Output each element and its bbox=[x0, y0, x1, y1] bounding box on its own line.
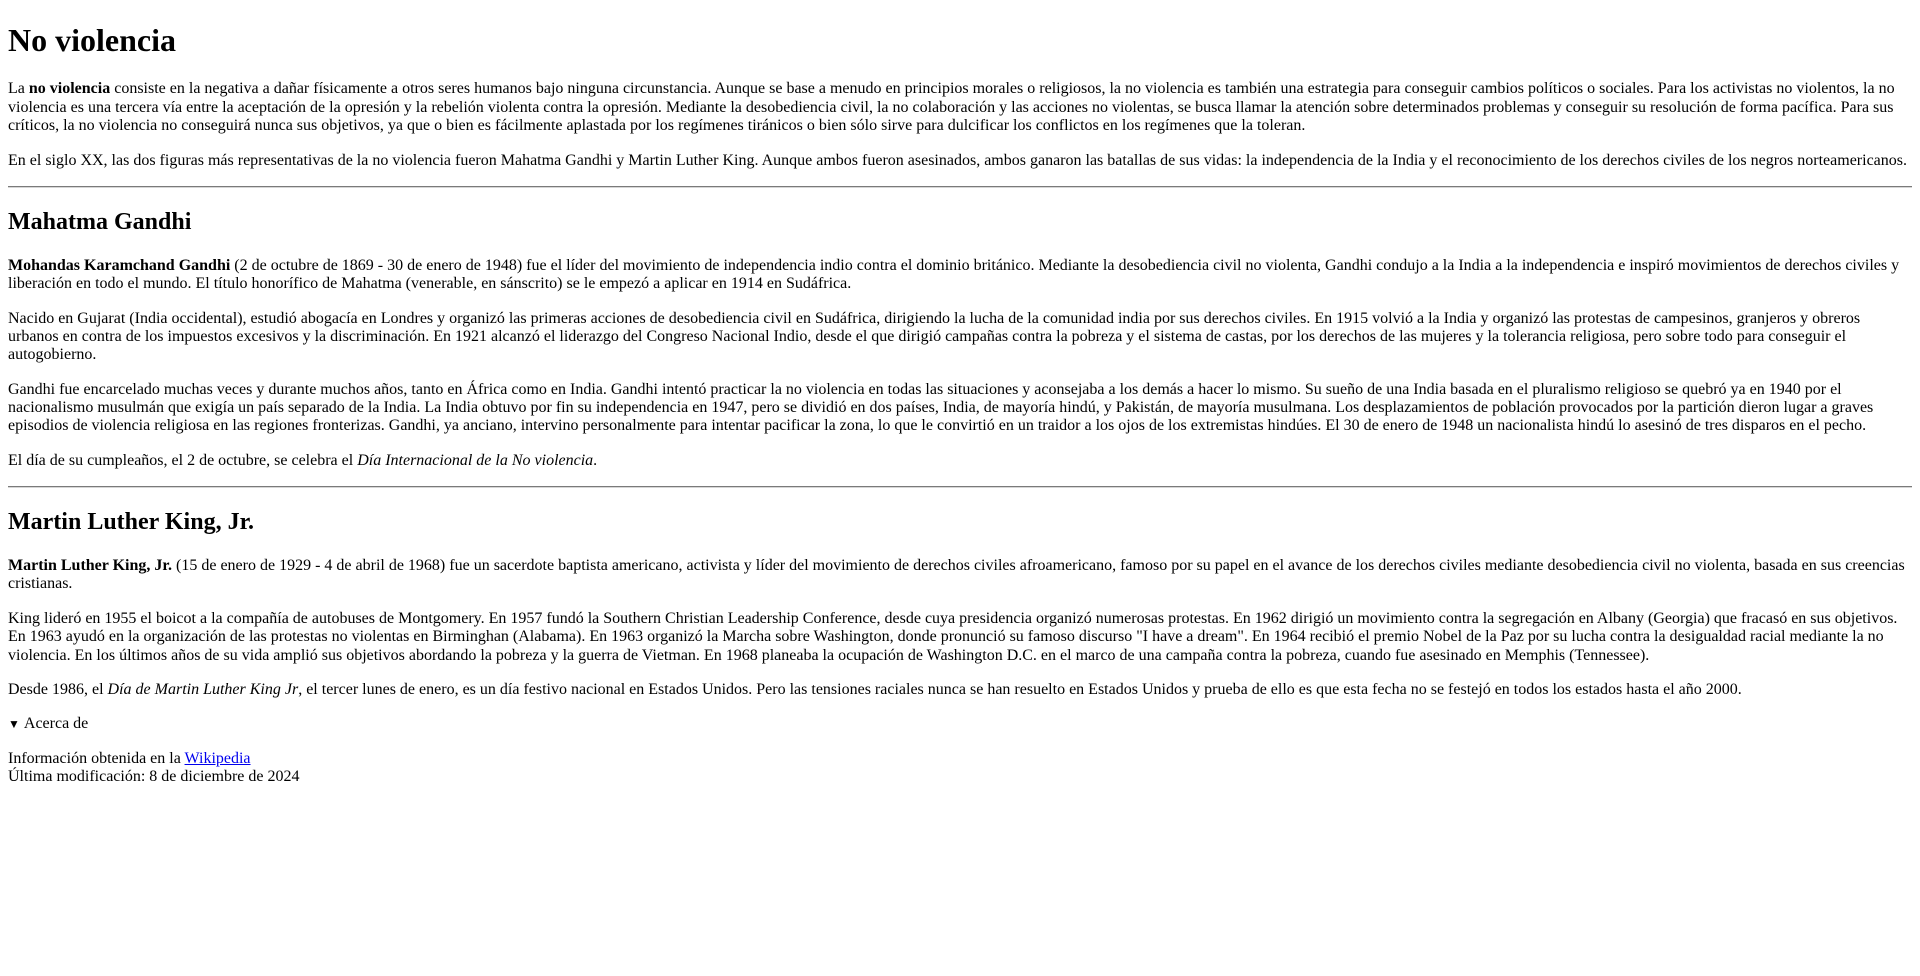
divider-1 bbox=[8, 186, 1912, 188]
about-summary[interactable] bbox=[8, 715, 1912, 733]
gandhi-p1-post: (2 de octubre de 1869 - 30 de enero de 1948) fue el líder del movimiento de independencia indio contra el dominio británico. Mediante la desobediencia civil no violenta, Gandhi condujo a la India a la independencia e inspiró movimientos de derechos civiles y liberación en todo el mundo. El título honorífico de Mahatma (venerable, en sánscrito) se le empezó a aplicar en 1914 en Sudáfrica. bbox=[8, 256, 1900, 293]
last-modified: Última modificación: 8 de diciembre de 2024 bbox=[8, 768, 300, 786]
about-summary-label: Acerca de bbox=[23, 715, 89, 733]
page bbox=[0, 21, 1920, 787]
king-heading: Martin Luther King, Jr. bbox=[8, 509, 255, 536]
king-p3-post: , el tercer lunes de enero, es un día festivo nacional en Estados Unidos. Pero las tensiones raciales nunca se han resuelto en Estados Unidos y prueba de ello es que esta fecha no se festejó en todos los estados hasta el año 2000. bbox=[298, 681, 1742, 699]
intro-paragraph-1 bbox=[8, 80, 1912, 135]
about-info-prefix: Información obtenida en la bbox=[8, 749, 185, 767]
intro-p1-post: consiste en la negativa a dañar físicamente a otros seres humanos bajo ninguna circunstancia. Aunque se base a menudo en principios morales o religiosos, la no violencia es también una estrategia para conseguir cambios políticos o sociales. Para los activistas no violentos, la no violencia es una tercera vía entre la aceptación de la opresión y la rebelión violenta contra la opresión. Mediante la desobediencia civil, la no colaboración y las acciones no violentas, se busca llamar la atención sobre determinados problemas y conseguir su resolución de forma pacífica. Para sus críticos, la no violencia no conseguirá nunca sus objetivos, ya que o bien es fácilmente aplastada por los regímenes tiránicos o bien sólo sirve para dulcificar los conflictos en los regímenes que la toleran. bbox=[8, 80, 1895, 135]
gandhi-paragraph-3: Gandhi fue encarcelado muchas veces y durante muchos años, tanto en África como en India. Gandhi intentó practicar la no violencia en todas las situaciones y aconsejaba a los demás a hacer lo mismo. Su sueño de una India basada en el pluralismo religioso se quebró ya en 1940 por el nacionalismo musulmán que exigía un país separado de la India. La India obtuvo por fin su independencia en 1947, pero se dividió en dos países, India, de mayoría hindú, y Pakistán, de mayoría musulmana. Los desplazamientos de población provocados por la partición dieron lugar a graves episodios de violencia religiosa en las regiones fronterizas. Gandhi, ya anciano, intervino personalmente para intentar pacificar la zona, lo que le convirtió en un traidor a los ojos de los extremistas hindúes. El 30 de enero de 1948 un nacionalista hindú lo asesinó de tres disparos en el pecho. bbox=[8, 380, 1874, 435]
king-p3-pre: Desde 1986, el bbox=[8, 681, 108, 699]
intro-p1-pre: La bbox=[8, 80, 29, 98]
king-p1-bold: Martin Luther King, Jr. bbox=[8, 557, 173, 575]
gandhi-p4-pre: El día de su cumpleaños, el 2 de octubre, se celebra el bbox=[8, 451, 358, 469]
gandhi-p1-bold: Mohandas Karamchand Gandhi bbox=[8, 256, 231, 274]
about-content bbox=[8, 750, 1912, 787]
wikipedia-link[interactable]: Wikipedia bbox=[184, 749, 251, 767]
gandhi-heading: Mahatma Gandhi bbox=[8, 208, 192, 235]
intro-paragraph-2: En el siglo XX, las dos figuras más representativas de la no violencia fueron Mahatma Gandhi y Martin Luther King. Aunque ambos fueron asesinados, ambos ganaron las batallas de sus vidas: la independencia de la India y el reconocimiento de los derechos civiles de los negros norteamericanos. bbox=[8, 151, 1908, 169]
king-paragraph-3 bbox=[8, 681, 1912, 699]
king-paragraph-1 bbox=[8, 557, 1912, 594]
gandhi-paragraph-2: Nacido en Gujarat (India occidental), estudió abogacía en Londres y organizó las primeras acciones de desobediencia civil en Sudáfrica, dirigiendo la lucha de la comunidad india por sus derechos civiles. En 1915 volvió a la India y organizó las protestas de campesinos, granjeros y obreros urbanos en contra de los impuestos excesivos y la discriminación. En 1921 alcanzó el liderazgo del Congreso Nacional Indio, desde el que dirigió campañas contra la pobreza y el sistema de castas, por los derechos de las mujeres y la tolerancia religiosa, pero sobre todo para conseguir el autogobierno. bbox=[8, 309, 1861, 364]
intro-p1-bold: no violencia bbox=[28, 80, 111, 98]
divider-2 bbox=[8, 486, 1912, 488]
king-paragraph-2: King lideró en 1955 el boicot a la compañía de autobuses de Montgomery. En 1957 fundó la Southern Christian Leadership Conference, desde cuya presidencia organizó numerosas protestas. En 1962 dirigió un movimiento contra la segregación en Albany (Georgia) que fracasó en sus objetivos. En 1963 ayudó en la organización de las protestas no violentas en Birminghan (Alabama). En 1963 organizó la Marcha sobre Washington, donde pronunció su famoso discurso "I have a dream". En 1964 recibió el premio Nobel de la Paz por su lucha contra la desigualdad racial mediante la no violencia. En los últimos años de su vida amplió sus objetivos abordando la pobreza y la guerra de Vietman. En 1968 planeaba la ocupación de Washington D.C. en el marco de una campaña contra la pobreza, cuando fue asesinado en Memphis (Tennessee). bbox=[8, 609, 1898, 664]
gandhi-paragraph-4 bbox=[8, 452, 1912, 470]
king-p1-post: (15 de enero de 1929 - 4 de abril de 1968) fue un sacerdote baptista americano, activista y líder del movimiento de derechos civiles afroamericano, famoso por su papel en el avance de los derechos civiles mediante desobediencia civil no violenta, basada en sus creencias cristianas. bbox=[8, 557, 1905, 593]
king-p3-italic: Día de Martin Luther King Jr bbox=[107, 681, 299, 699]
about-details bbox=[8, 715, 1912, 786]
gandhi-paragraph-1 bbox=[8, 257, 1912, 294]
gandhi-p4-post: . bbox=[593, 451, 598, 469]
gandhi-p4-italic: Día Internacional de la No violencia bbox=[357, 451, 594, 469]
page-title: No violencia bbox=[8, 22, 176, 58]
triangle-down-icon: ▼ bbox=[8, 717, 20, 732]
